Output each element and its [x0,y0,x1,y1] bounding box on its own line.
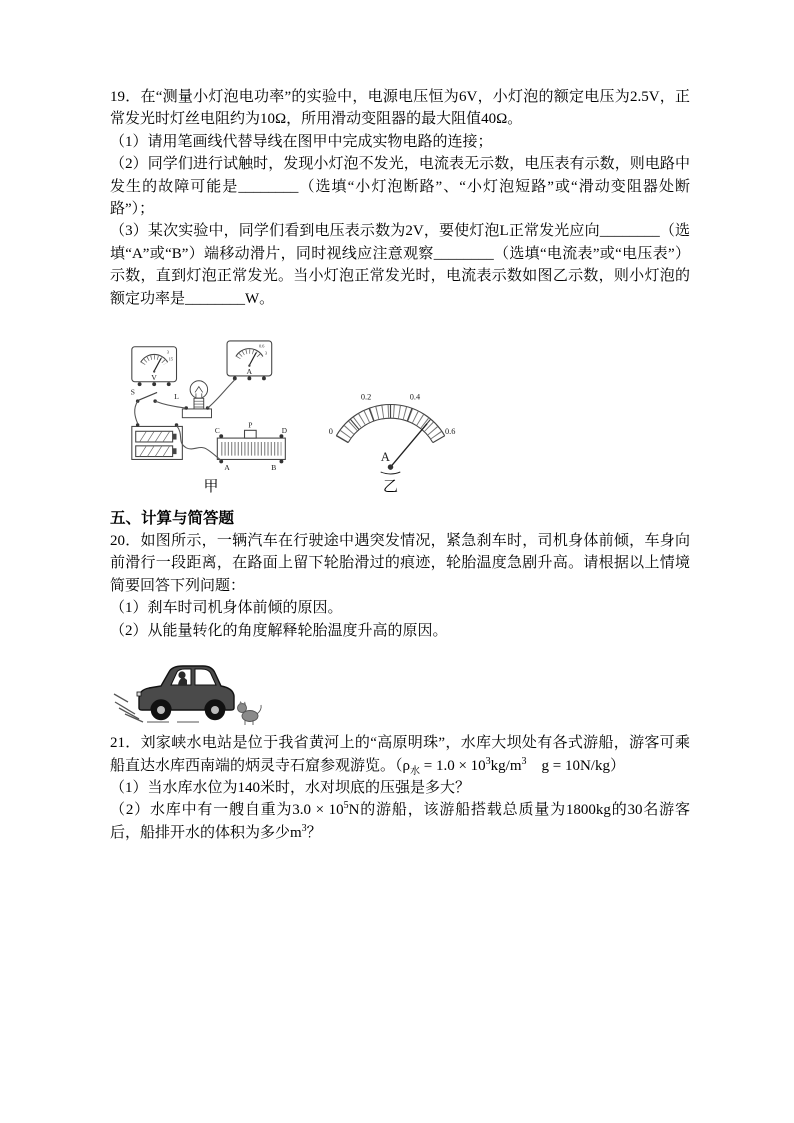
rheostat-terminal-d: D [281,427,287,436]
dial-needle [381,424,427,474]
q21-intro [110,732,690,777]
switch-label: S [130,387,135,397]
dial-unit-letter: A [380,450,390,465]
voltmeter-letter: V [151,372,157,382]
ammeter-letter: A [246,367,253,377]
circuit-diagram [126,339,296,475]
figure-jia-circuit [126,339,296,496]
q20-part2: （2）从能量转化的角度解释轮胎温度升高的原因。 [110,622,448,639]
switch [136,392,157,402]
figure-yi-ammeter-dial [322,377,459,496]
rheostat-slider-p: P [248,421,253,430]
q21-part2-text-a: （2）水库中有一艘自重为3.0 × 10 [110,802,344,819]
ammeter-range-1: 0.6 [259,343,265,349]
q20-figure [112,652,690,732]
dial-scale [336,405,444,443]
rheostat-end-b: B [271,463,277,473]
headlight [137,692,141,696]
rheostat [217,430,285,463]
dial-tick-0: 0 [328,426,333,436]
voltmeter-range-1: 3 [166,349,169,355]
q21-part1: （1）当水库水位为140米时，水对坝底的压强是多大？ [110,779,471,796]
dial-tick-02: 0.2 [360,392,372,402]
dial-tick-04: 0.4 [409,392,421,402]
car [137,666,234,720]
q20-intro: 20．如图所示，一辆汽车在行驶途中遇突发情况，紧急刹车时，司机身体前倾，车身向前滑行一段距离，在路面上留下轮胎滑过的痕迹，轮胎温度急剧升高。请根据以上情境简要回答下列问题： [110,533,690,594]
voltmeter-range-2: 15 [168,356,174,362]
dial-tick-06: 0.6 [445,426,456,436]
q21-intro-text-c: kg/m [490,757,522,774]
question-20 [110,530,690,732]
question-19 [110,86,690,496]
ammeter-range-2: 3 [264,350,268,356]
q21-exponent-3a: 3 [485,755,491,767]
ammeter-terminals [233,376,266,380]
question-21 [110,732,690,844]
q21-exponent-3b: 3 [521,755,527,767]
rho-water-subscript: 水 [410,765,420,777]
rheostat-terminal-c: C [214,427,220,436]
q21-intro-text-d: g = 10N/kg） [526,757,625,774]
small-animal [238,701,262,725]
figure-yi-caption: 乙 [382,479,398,496]
braking-car-illustration [112,652,264,730]
bulb-label: L [174,392,179,402]
q21-intro-text-a: 21．刘家峡水电站是位于我省黄河上的“高原明珠”，水库大坝处有各式游船，游客可乘船直达水库西南端的炳灵寺石窟参观游览。（ρ [110,735,690,774]
q21-intro-text-b: = 1.0 × 10 [420,757,486,774]
light-bulb [182,381,211,418]
q21-exponent-3c: 3 [301,822,307,834]
rheostat-end-a: A [224,463,230,473]
q21-part2-text-b: N的游船，该游船搭载总质量为1800kg的30名游客后，船排开水的体积为多少m [110,802,690,841]
q21-part2-text-c: ？ [306,824,322,841]
q21-exponent-5: 5 [343,800,349,812]
battery-pack [132,423,183,459]
q19-figures [126,339,690,496]
q21-part2 [110,799,690,844]
q19-intro: 19．在“测量小灯泡电功率”的实验中，电源电压恒为6V，小灯泡的额定电压为2.5V，正常发光时灯丝电阻约为10Ω，所用滑动变阻器的最大阻值40Ω。 [110,89,690,128]
q19-part1: （1）请用笔画线代替导线在图甲中完成实物电路的连接； [110,133,493,150]
voltmeter-terminals [138,382,171,386]
q19-part2: （2）同学们进行试触时，发现小灯泡不发光，电流表无示数，电压表有示数，则电路中发生的故障可能是________（选填“小灯泡断路”、“小灯泡短路”或“滑动变阻器处断路”）； [110,156,690,218]
q20-part1: （1）刹车时司机身体前倾的原因。 [110,600,343,617]
section-five-title: 五、计算与简答题 [110,510,235,528]
figure-jia-caption: 甲 [203,479,219,496]
q19-part3: （3）某次实验中，同学们看到电压表示数为2V，要使灯泡L正常发光应向________（选填“A”或“B”）端移动滑片，同时视线应注意观察________（选填“电流表”或“电压表”）示数，直到灯泡正常发光。当小灯泡正常发光时，电流表示数如图乙示数，则小灯泡的额定功率是________W。 [110,223,690,307]
ammeter-dial [322,377,459,475]
